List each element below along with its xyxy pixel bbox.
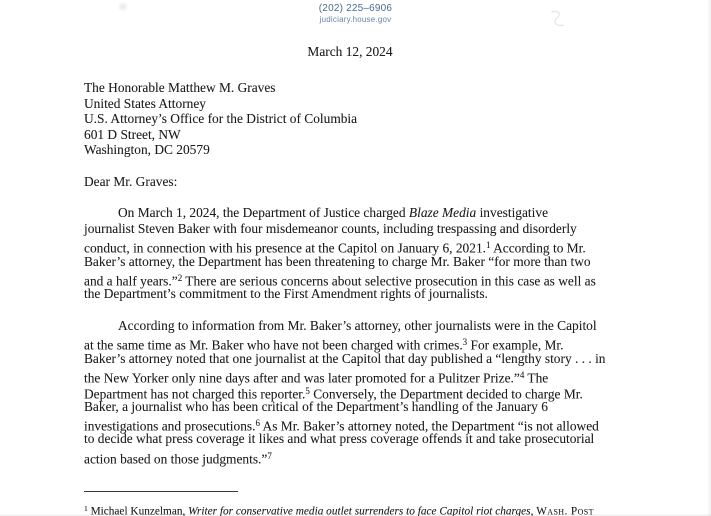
footnote-separator xyxy=(84,491,238,492)
text-line xyxy=(84,286,674,302)
text-line xyxy=(84,318,674,334)
text-line xyxy=(84,205,674,221)
footnote-ref: 5 xyxy=(305,385,310,396)
text-segment: and a half years.” xyxy=(84,273,178,289)
letterhead-phone: (202) 225–6906 xyxy=(318,3,393,14)
text-segment: at the same time as Mr. Baker who have not been charged with crimes. xyxy=(84,337,463,353)
text-line xyxy=(84,351,674,367)
text-segment: According to information from Mr. Baker’s attorney, other journalists were in the Capitol xyxy=(118,318,597,334)
recipient-line: United States Attorney xyxy=(84,95,206,111)
scan-smudge xyxy=(117,1,129,12)
recipient-line: Washington, DC 20579 xyxy=(84,142,210,158)
text-segment: the New Yorker only nine days after and was later promoted for a Pulitzer Prize.” xyxy=(84,370,520,386)
text-segment: the Department’s commitment to the First Amendment rights of journalists. xyxy=(84,285,488,301)
text-segment: The xyxy=(524,370,549,386)
text-segment: According to Mr. xyxy=(490,240,586,256)
paragraph xyxy=(84,318,674,467)
text-segment: to decide what press coverage it likes and what press coverage offends it and take prosecutorial xyxy=(84,431,595,447)
text-segment: investigative xyxy=(476,205,549,220)
text-segment: Department has not charged this reporter. xyxy=(84,386,306,402)
pen-mark-icon xyxy=(548,8,568,30)
text-segment: Baker’s attorney noted that one journalist at the Capitol that day published a “lengthy story . . . in xyxy=(84,350,606,366)
text-line xyxy=(84,221,674,237)
text-segment: As Mr. Baker’s attorney noted, the Department “is not allowed xyxy=(259,418,599,434)
text-segment: Baker’s attorney, the Department has been threatening to charge Mr. Baker “for more than two xyxy=(84,253,591,269)
footnote-ref: 1 xyxy=(486,240,491,251)
text-segment: Writer for conservative media outlet surrenders to face Capitol riot charges xyxy=(188,505,531,516)
paragraph xyxy=(84,205,674,302)
letterhead-contact xyxy=(0,3,711,24)
text-line xyxy=(84,254,674,270)
text-line xyxy=(84,431,674,447)
text-line xyxy=(84,415,674,434)
text-line xyxy=(84,237,674,256)
text-segment: Wash. Post xyxy=(536,505,594,516)
page-right-edge xyxy=(707,0,711,516)
letter-date: March 12, 2024 xyxy=(307,44,393,59)
text-line xyxy=(84,383,674,402)
recipient-line: U.S. Attorney’s Office for the District of Columbia xyxy=(84,111,358,127)
text-segment: action based on those judgments.” xyxy=(84,451,268,467)
text-segment: conduct, in connection with his presence at the Capitol on January 6, 2021. xyxy=(84,240,486,256)
text-line xyxy=(84,367,674,386)
text-line xyxy=(84,270,674,289)
text-segment: investigations and prosecutions. xyxy=(84,418,256,434)
text-segment: For example, Mr. xyxy=(467,337,564,353)
text-segment: Blaze Media xyxy=(408,205,477,220)
salutation: Dear Mr. Graves: xyxy=(84,174,178,189)
footnote-ref: 6 xyxy=(255,418,260,429)
text-segment: Conversely, the Department decided to charge Mr. xyxy=(309,386,583,402)
text-line xyxy=(84,334,674,353)
text-segment: There are serious concerns about selective prosecution in this case as well as xyxy=(182,273,596,289)
footnote-ref: 3 xyxy=(462,337,468,348)
letterhead-website: judiciary.house.gov xyxy=(319,15,392,24)
footnote-ref: 4 xyxy=(519,369,525,380)
text-segment: Michael Kunzelman, xyxy=(87,505,189,516)
recipient-address xyxy=(84,80,357,158)
text-segment: On March 1, 2024, the Department of Justice charged xyxy=(118,205,409,220)
text-segment: journalist Steven Baker with four misdemeanor counts, including trespassing and disorderly xyxy=(84,221,577,237)
recipient-line: 601 D Street, NW xyxy=(84,126,181,142)
letter-body xyxy=(84,205,674,480)
text-line xyxy=(84,448,674,467)
footnote-ref: 2 xyxy=(177,272,183,283)
text-segment: , xyxy=(530,505,537,516)
footnote-ref: 1 xyxy=(84,504,88,513)
text-line xyxy=(84,399,674,415)
text-segment: Baker, a journalist who has been critical of the Department’s handling of the January 6 xyxy=(84,399,548,415)
recipient-line: The Honorable Matthew M. Graves xyxy=(84,80,276,95)
footnote-ref: 7 xyxy=(267,450,272,461)
